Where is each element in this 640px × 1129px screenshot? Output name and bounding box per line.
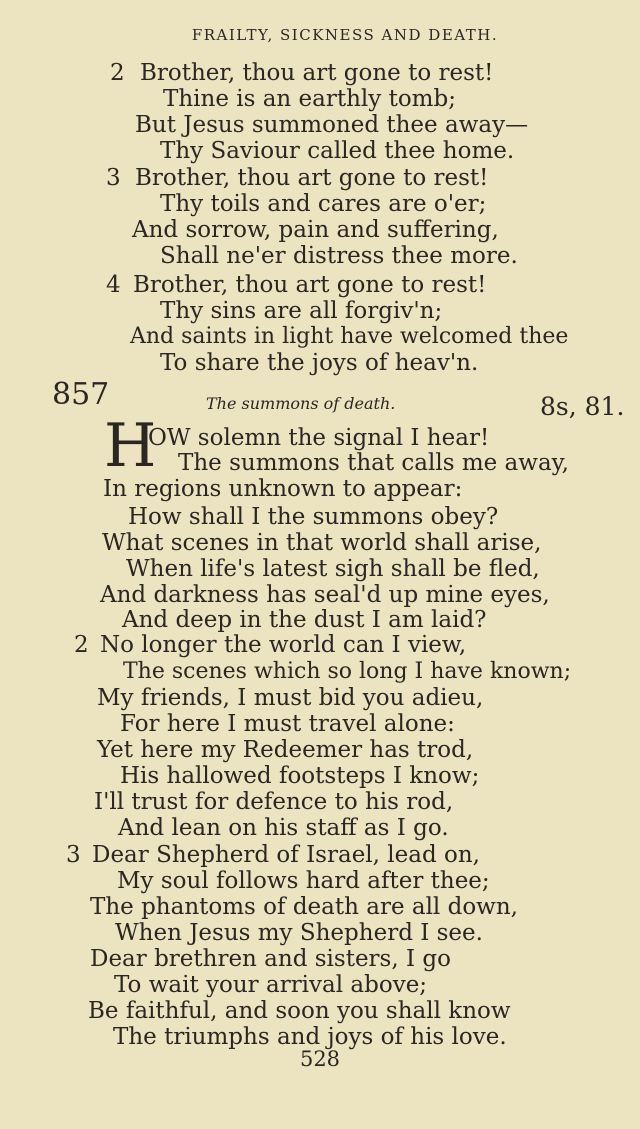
page-number: 528	[299, 1047, 341, 1071]
verse-line: What scenes in that world shall arise,	[102, 530, 542, 556]
verse-line: How shall I the summons obey?	[128, 504, 499, 530]
verse-line: And saints in light have welcomed thee	[130, 324, 569, 349]
verse-line: My soul follows hard after thee;	[117, 868, 490, 894]
verse-line: To share the joys of heav'n.	[160, 350, 479, 376]
verse-line: Yet here my Redeemer has trod,	[97, 737, 474, 763]
verse-line: To wait your arrival above;	[114, 972, 428, 998]
verse-line: Thy sins are all forgiv'n;	[160, 298, 443, 324]
verse-line: I'll trust for defence to his rod,	[94, 789, 454, 815]
verse-line: And deep in the dust I am laid?	[122, 607, 487, 633]
verse-line: In regions unknown to appear:	[103, 476, 463, 502]
verse-line: And lean on his staff as I go.	[118, 815, 449, 841]
verse-line: The triumphs and joys of his love.	[113, 1024, 507, 1050]
verse-number: 3	[106, 165, 121, 191]
verse-line: Dear Shepherd of Israel, lead on,	[92, 842, 480, 868]
verse-number: 2	[74, 632, 89, 658]
hymn-meter: 8s, 81.	[540, 392, 625, 421]
verse-number: 3	[66, 842, 81, 868]
verse-line: And darkness has seal'd up mine eyes,	[100, 582, 550, 608]
verse-line: Shall ne'er distress thee more.	[160, 243, 518, 269]
verse-line: Brother, thou art gone to rest!	[133, 272, 487, 298]
verse-number: 4	[106, 272, 121, 298]
running-header: FRAILTY, SICKNESS AND DEATH.	[191, 26, 499, 44]
verse-line: OW solemn the signal I hear!	[148, 425, 490, 451]
hymn-number: 857	[52, 377, 110, 412]
drop-cap: H	[104, 411, 157, 481]
verse-line: But Jesus summoned thee away—	[135, 112, 529, 138]
hymn-title: The summons of death.	[206, 394, 396, 413]
verse-line: Dear brethren and sisters, I go	[90, 946, 451, 972]
verse-line: Brother, thou art gone to rest!	[135, 165, 489, 191]
verse-line: The scenes which so long I have known;	[123, 659, 572, 684]
verse-line: His hallowed footsteps I know;	[120, 763, 480, 789]
verse-line: Brother, thou art gone to rest!	[140, 60, 494, 86]
verse-line: When Jesus my Shepherd I see.	[115, 920, 483, 946]
verse-line: When life's latest sigh shall be fled,	[126, 556, 540, 582]
verse-line: Be faithful, and soon you shall know	[88, 998, 511, 1024]
verse-line: Thine is an earthly tomb;	[163, 86, 456, 112]
verse-line: The summons that calls me away,	[178, 450, 569, 476]
verse-line: No longer the world can I view,	[100, 632, 467, 658]
verse-line: The phantoms of death are all down,	[90, 894, 518, 920]
verse-line: For here I must travel alone:	[120, 711, 455, 737]
verse-number: 2	[110, 60, 125, 86]
verse-line: Thy toils and cares are o'er;	[160, 191, 487, 217]
verse-line: My friends, I must bid you adieu,	[97, 685, 484, 711]
verse-line: And sorrow, pain and suffering,	[132, 217, 499, 243]
verse-line: Thy Saviour called thee home.	[160, 138, 515, 164]
